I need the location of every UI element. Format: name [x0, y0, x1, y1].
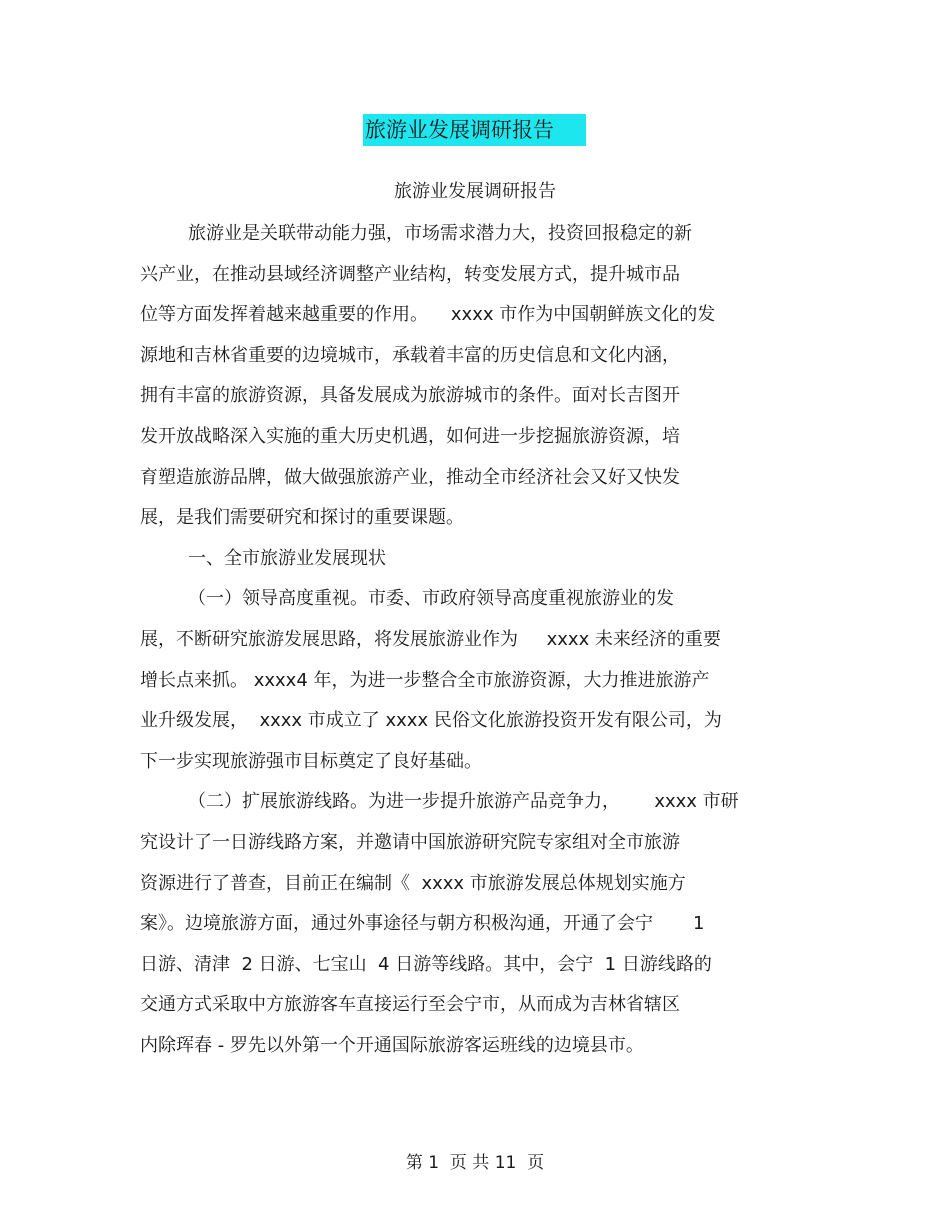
body-line: 资源进行了普查，目前正在编制《 xxxx 市旅游发展总体规划实施方	[140, 872, 686, 894]
body-line: 交通方式采取中方旅游客车直接运行至会宁市，从而成为吉林省辖区	[140, 994, 680, 1016]
body-line: （一）领导高度重视。市委、市政府领导高度重视旅游业的发	[188, 588, 674, 610]
body-line: （二）扩展旅游线路。为进一步提升旅游产品竞争力， xxxx 市研	[188, 791, 739, 813]
body-line: 展，不断研究旅游发展思路，将发展旅游业作为 xxxx 未来经济的重要	[140, 628, 721, 650]
body-line: 下一步实现旅游强市目标奠定了良好基础。	[140, 750, 482, 772]
body-line: 旅游业是关联带动能力强，市场需求潜力大，投资回报稳定的新	[188, 223, 692, 244]
document-subtitle: 旅游业发展调研报告	[394, 181, 556, 202]
body-line: 业升级发展， xxxx 市成立了 xxxx 民俗文化旅游投资开发有限公司，为	[140, 710, 722, 732]
page-footer: 第 1 页 共 11 页	[405, 1153, 545, 1173]
body-line: 源地和吉林省重要的边境城市，承载着丰富的历史信息和文化内涵，	[140, 344, 680, 366]
body-line: 日游、清津 2 日游、七宝山 4 日游等线路。其中，会宁 1 日游线路的	[140, 953, 712, 975]
body-line: 兴产业，在推动县域经济调整产业结构，转变发展方式，提升城市品	[140, 263, 680, 285]
body-line: 究设计了一日游线路方案，并邀请中国旅游研究院专家组对全市旅游	[140, 831, 680, 853]
body-line: 位等方面发挥着越来越重要的作用。 xxxx 市作为中国朝鲜族文化的发	[140, 304, 716, 326]
body-line: 内除珲春 - 罗先以外第一个开通国际旅游客运班线的边境县市。	[140, 1034, 644, 1056]
body-line: 一、全市旅游业发展现状	[188, 547, 386, 569]
body-line: 案》。边境旅游方面，通过外事途径与朝方积极沟通，开通了会宁 1	[140, 913, 705, 935]
document-body	[140, 220, 800, 1072]
body-line: 拥有丰富的旅游资源，具备发展成为旅游城市的条件。面对长吉图开	[140, 385, 680, 407]
document-title: 旅游业发展调研报告	[363, 114, 586, 146]
body-line: 发开放战略深入实施的重大历史机遇，如何进一步挖掘旅游资源，培	[140, 425, 680, 447]
body-line: 育塑造旅游品牌，做大做强旅游产业，推动全市经济社会又好又快发	[140, 466, 680, 488]
body-line: 增长点来抓。 xxxx4 年，为进一步整合全市旅游资源，大力推进旅游产	[140, 669, 710, 691]
body-line: 展，是我们需要研究和探讨的重要课题。	[140, 507, 464, 529]
